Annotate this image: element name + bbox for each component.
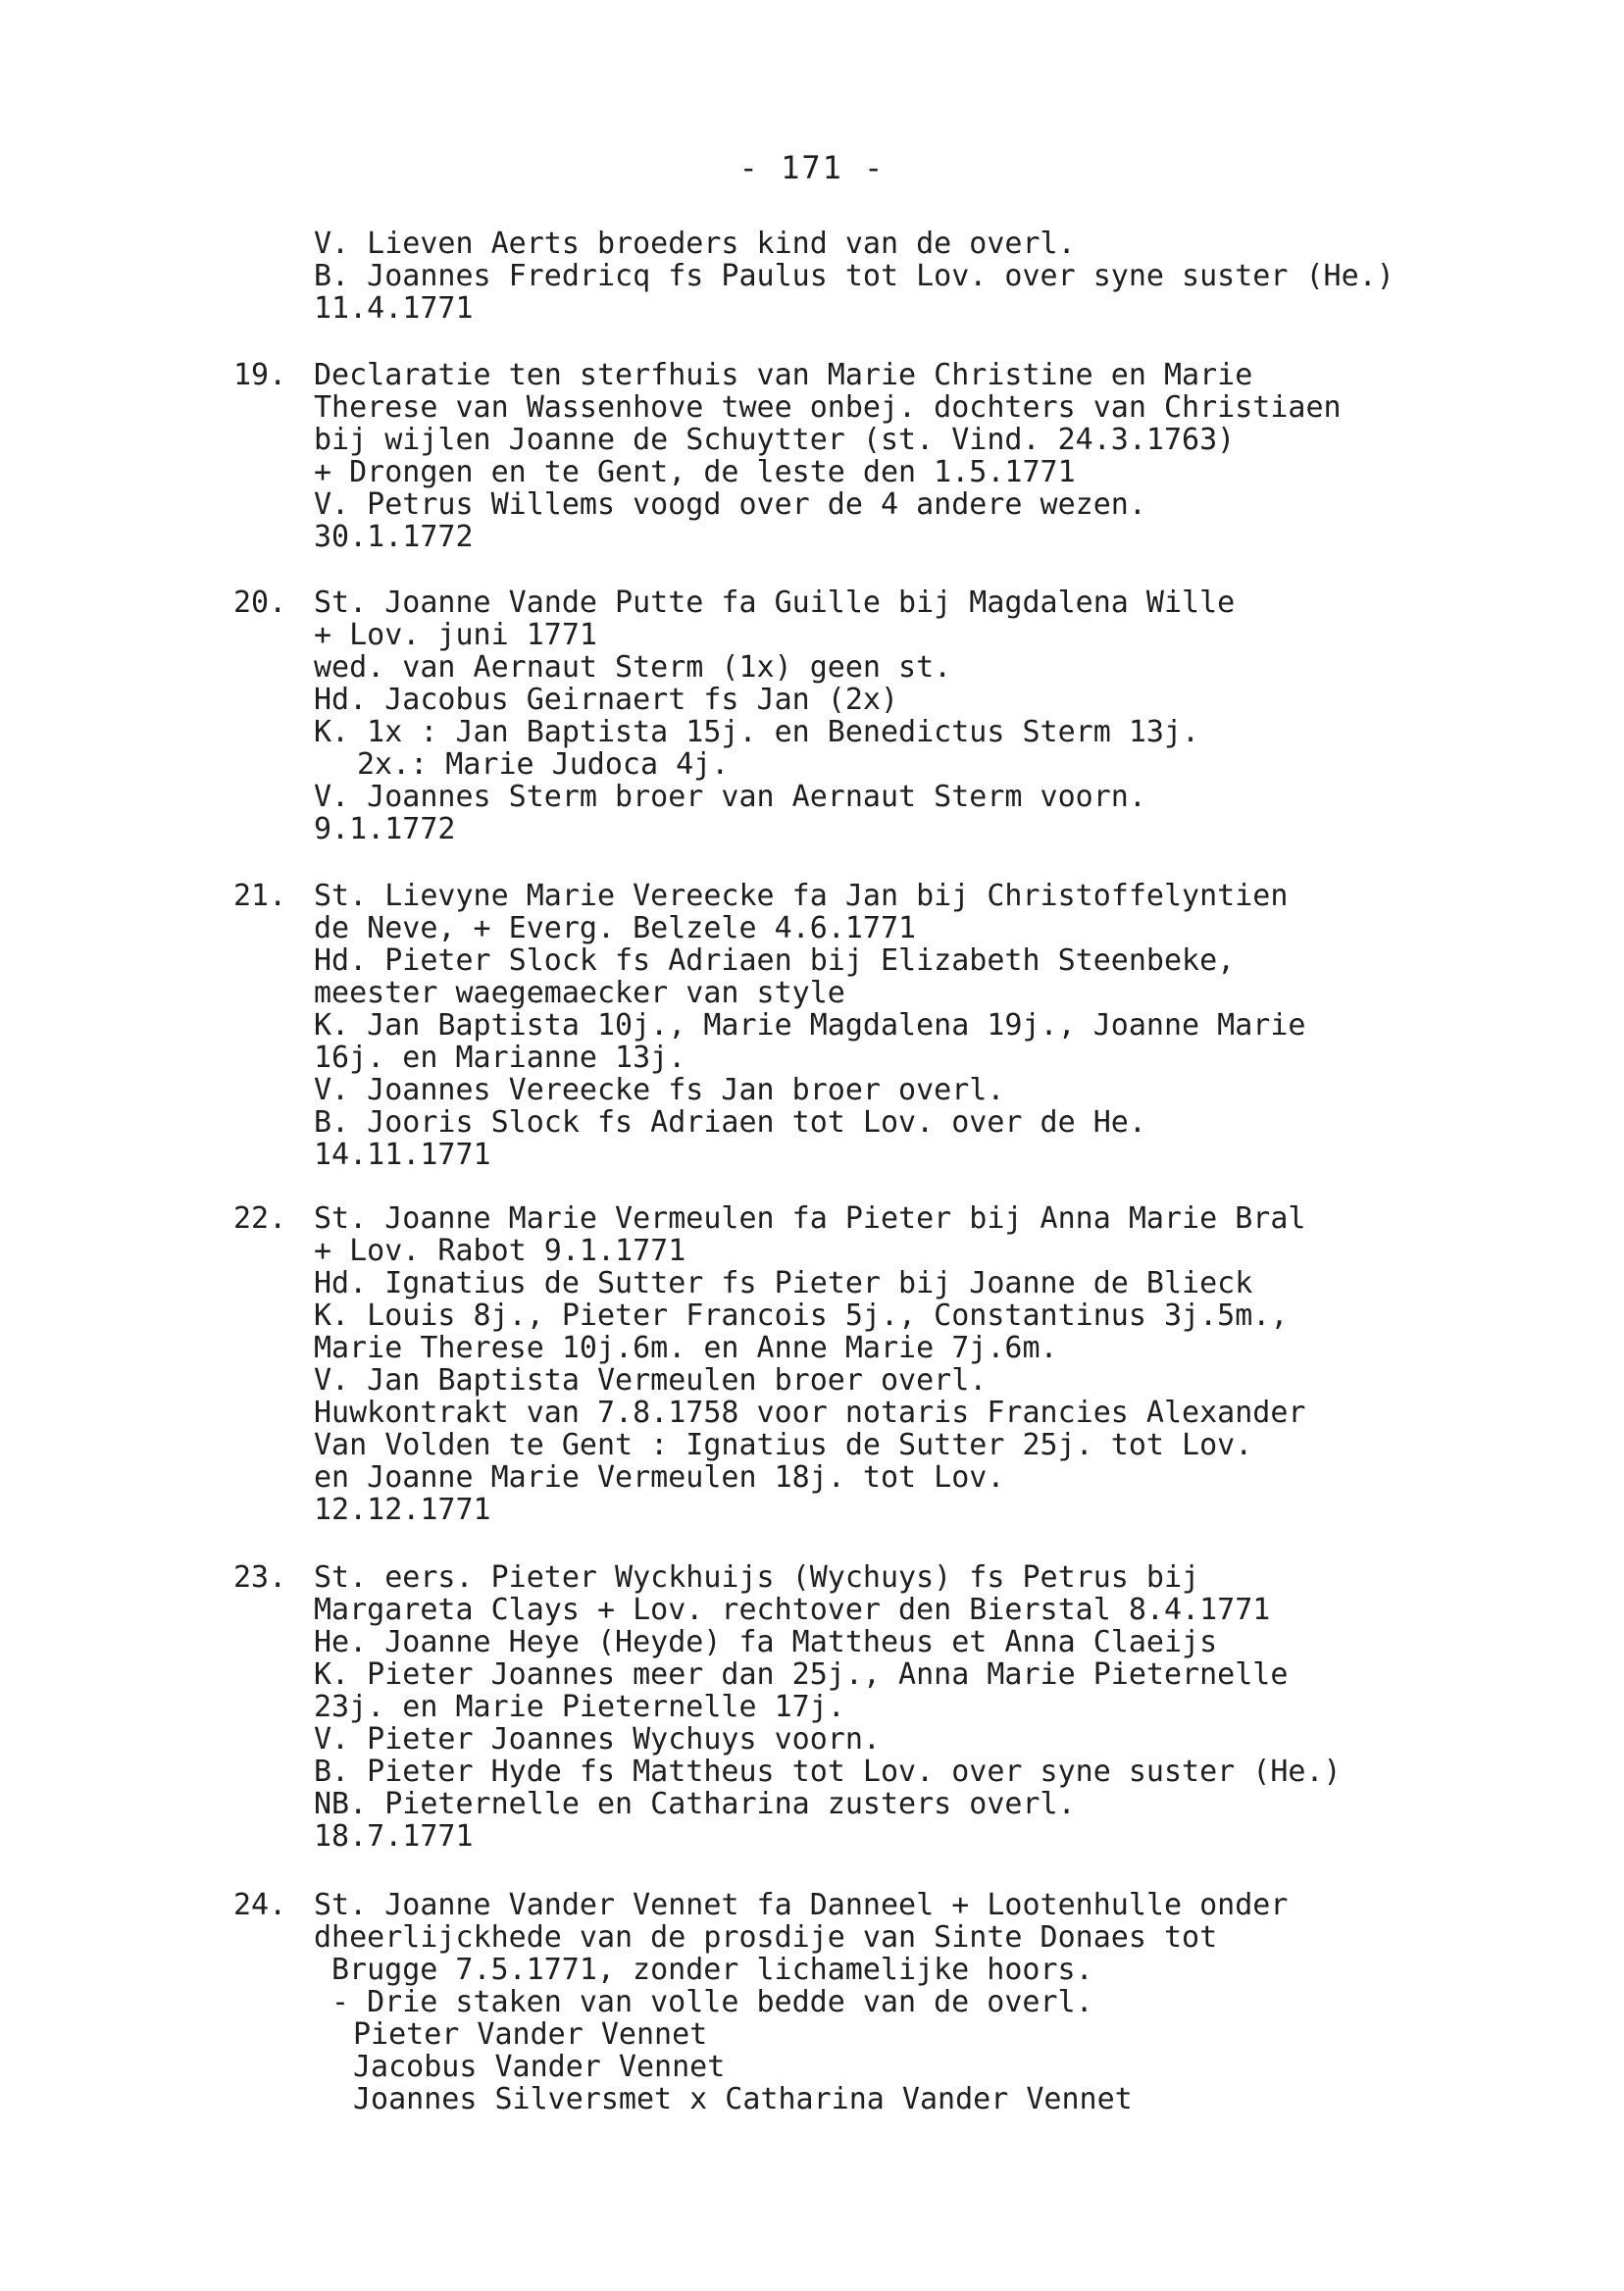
entry-21	[233, 880, 1305, 1171]
text-line: V. Lieven Aerts broeders kind van de overl.	[314, 227, 1076, 261]
text-line: K. 1x : Jan Baptista 15j. en Benedictus Sterm 13j.	[314, 715, 1200, 749]
text-line: Brugge 7.5.1771, zonder lichamelijke hoors.	[331, 1953, 1093, 1987]
text-line: St. Joanne Vander Vennet fa Danneel + Lootenhulle onder	[314, 1888, 1289, 1922]
text-line: V. Pieter Joannes Wychuys voorn.	[314, 1722, 881, 1756]
text-line: Hd. Jacobus Geirnaert fs Jan (2x)	[314, 683, 899, 717]
entry-body	[314, 880, 1305, 1171]
text-line: wed. van Aernaut Sterm (1x) geen st.	[314, 650, 952, 685]
entry-22	[233, 1202, 1305, 1526]
text-line: V. Joannes Vereecke fs Jan broer overl.	[314, 1073, 1005, 1107]
text-line: Huwkontrakt van 7.8.1758 voor notaris Francies Alexander	[314, 1396, 1306, 1430]
text-line: 2x.: Marie Judoca 4j.	[357, 747, 730, 782]
entry-19	[233, 359, 1342, 553]
text-line: Declaratie ten sterfhuis van Marie Christine en Marie	[314, 358, 1253, 392]
text-line: St. Joanne Vande Putte fa Guille bij Magdalena Wille	[314, 585, 1236, 620]
date-line: 11.4.1771	[314, 291, 474, 326]
entry-number: 23.	[233, 1560, 287, 1595]
text-line: B. Pieter Hyde fs Mattheus tot Lov. over syne suster (He.)	[314, 1755, 1342, 1789]
page-number: - 171 -	[738, 149, 886, 186]
date-line: 14.11.1771	[314, 1138, 491, 1172]
text-line: + Lov. Rabot 9.1.1771	[314, 1234, 686, 1268]
text-line: NB. Pieternelle en Catharina zusters overl.	[314, 1787, 1076, 1821]
text-line: Joannes Silversmet x Catharina Vander Vennet	[353, 2082, 1133, 2116]
text-line: St. Lievyne Marie Vereecke fa Jan bij Christoffelyntien	[314, 879, 1289, 913]
intro-continuation	[314, 228, 1395, 325]
entry-body	[314, 1561, 1342, 1853]
date-line: 30.1.1772	[314, 520, 474, 554]
text-line: bij wijlen Joanne de Schuytter (st. Vind. 24.3.1763)	[314, 423, 1236, 457]
text-line: - Drie staken van volle bedde van de overl.	[331, 1985, 1093, 2019]
entry-20	[233, 586, 1235, 845]
text-line: Pieter Vander Vennet	[353, 2017, 708, 2052]
text-line: Hd. Pieter Slock fs Adriaen bij Elizabeth Steenbeke,	[314, 943, 1236, 978]
text-line: V. Joannes Sterm broer van Aernaut Sterm voorn.	[314, 780, 1146, 814]
entry-body	[314, 359, 1342, 553]
date-line: 18.7.1771	[314, 1819, 474, 1854]
text-line: 23j. en Marie Pieternelle 17j.	[314, 1690, 845, 1724]
date-line: 9.1.1772	[314, 812, 456, 846]
text-line: Jacobus Vander Vennet	[353, 2050, 726, 2084]
entry-24	[233, 1889, 1288, 2115]
text-line: en Joanne Marie Vermeulen 18j. tot Lov.	[314, 1460, 1005, 1495]
text-line: St. eers. Pieter Wyckhuijs (Wychuys) fs Petrus bij	[314, 1560, 1200, 1595]
entry-body	[314, 1889, 1288, 2115]
entry-number: 21.	[233, 879, 287, 913]
text-line: K. Pieter Joannes meer dan 25j., Anna Marie Pieternelle	[314, 1657, 1289, 1692]
text-line: Van Volden te Gent : Ignatius de Sutter 25j. tot Lov.	[314, 1428, 1253, 1462]
date-line: 12.12.1771	[314, 1493, 491, 1527]
text-line: 16j. en Marianne 13j.	[314, 1041, 686, 1075]
text-line: He. Joanne Heye (Heyde) fa Mattheus et Anna Claeijs	[314, 1625, 1218, 1659]
text-line: K. Louis 8j., Pieter Francois 5j., Constantinus 3j.5m.,	[314, 1298, 1289, 1333]
text-line: St. Joanne Marie Vermeulen fa Pieter bij Anna Marie Bral	[314, 1201, 1306, 1236]
entry-number: 19.	[233, 358, 287, 392]
entry-number: 20.	[233, 585, 287, 620]
text-line: + Drongen en te Gent, de leste den 1.5.1771	[314, 455, 1076, 489]
entry-23	[233, 1561, 1342, 1853]
entry-body	[314, 586, 1235, 845]
text-line: V. Jan Baptista Vermeulen broer overl.	[314, 1363, 988, 1398]
text-line: dheerlijckhede van de prosdije van Sinte Donaes tot	[314, 1920, 1218, 1955]
text-line: Therese van Wassenhove twee onbej. dochters van Christiaen	[314, 390, 1342, 425]
text-line: de Neve, + Everg. Belzele 4.6.1771	[314, 911, 917, 945]
text-line: Marie Therese 10j.6m. en Anne Marie 7j.6m.	[314, 1331, 1058, 1365]
text-line: Margareta Clays + Lov. rechtover den Bierstal 8.4.1771	[314, 1593, 1271, 1627]
entry-number: 24.	[233, 1888, 287, 1922]
text-line: + Lov. juni 1771	[314, 618, 597, 652]
text-line: B. Jooris Slock fs Adriaen tot Lov. over de He.	[314, 1105, 1146, 1140]
text-line: meester waegemaecker van style	[314, 976, 845, 1010]
text-line: K. Jan Baptista 10j., Marie Magdalena 19j., Joanne Marie	[314, 1008, 1306, 1043]
text-line: Hd. Ignatius de Sutter fs Pieter bij Joanne de Blieck	[314, 1266, 1253, 1300]
text-line: V. Petrus Willems voogd over de 4 andere wezen.	[314, 487, 1146, 522]
entry-body	[314, 1202, 1305, 1526]
text-line: B. Joannes Fredricq fs Paulus tot Lov. over syne suster (He.)	[314, 259, 1395, 293]
entry-number: 22.	[233, 1201, 287, 1236]
